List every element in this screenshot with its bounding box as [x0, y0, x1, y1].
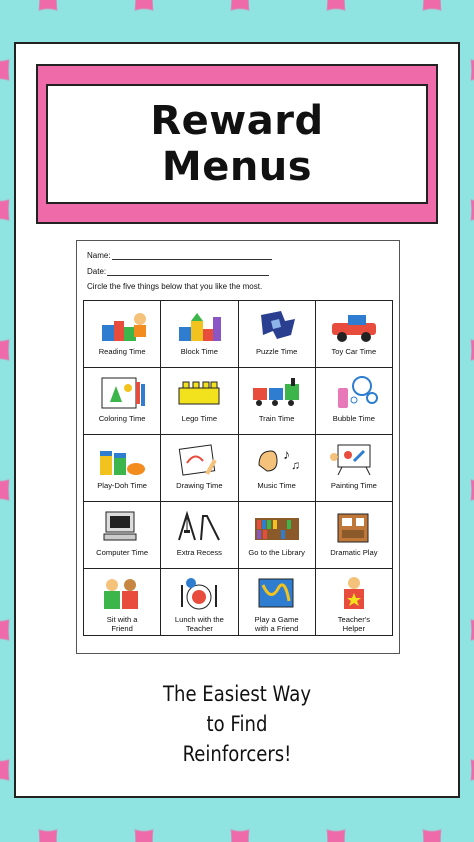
friends-icon: [96, 575, 148, 611]
name-line: [112, 251, 272, 260]
board-game-icon: [251, 575, 303, 611]
books-icon: [96, 307, 148, 343]
reward-cell: [84, 569, 161, 636]
reward-cell-label: Go to the Library: [248, 548, 305, 557]
reward-cell: [316, 569, 393, 636]
reward-cell: [84, 435, 161, 502]
reward-cell-label: Teacher's Helper: [337, 615, 370, 633]
drawing-icon: [173, 441, 225, 477]
reward-cell-label: Computer Time: [96, 548, 149, 557]
reward-cell-label: Lunch with the Teacher: [174, 615, 224, 633]
puzzle-icon: [251, 307, 303, 343]
helper-icon: [328, 575, 380, 611]
reward-cell: [161, 502, 238, 569]
reward-grid: [83, 300, 393, 636]
reward-cell: [239, 435, 316, 502]
reward-cell-label: Music Time: [257, 481, 296, 490]
reward-cell: [84, 301, 161, 368]
instruction-text: Circle the five things below that you like the most.: [87, 282, 263, 291]
name-field: [87, 247, 393, 260]
reward-cell: [316, 368, 393, 435]
title-box: [46, 84, 428, 204]
library-icon: [251, 508, 303, 544]
date-label: Date:: [87, 267, 107, 276]
reward-cell: [316, 301, 393, 368]
title-banner: [36, 64, 438, 224]
reward-cell-label: Lego Time: [181, 414, 218, 423]
reward-cell-label: Painting Time: [330, 481, 377, 490]
pin-card: [14, 42, 460, 798]
reward-cell-label: Puzzle Time: [255, 347, 298, 356]
reward-cell: [239, 301, 316, 368]
coloring-icon: [96, 374, 148, 410]
reward-cell-label: Sit with a Friend: [106, 615, 138, 633]
reward-cell-label: Dramatic Play: [330, 548, 378, 557]
tagline-line-2: to Find: [206, 712, 268, 736]
date-field: [87, 263, 393, 276]
reward-cell-label: Play a Game with a Friend: [254, 615, 299, 633]
reward-cell-label: Reading Time: [98, 347, 146, 356]
reward-cell-label: Drawing Time: [176, 481, 223, 490]
lunch-icon: [173, 575, 225, 611]
computer-icon: [96, 508, 148, 544]
play-doh-icon: [96, 441, 148, 477]
reward-cell-label: Extra Recess: [176, 548, 222, 557]
svg-text:♪: ♪: [282, 446, 290, 462]
reward-cell-label: Bubble Time: [332, 414, 375, 423]
worksheet-preview: [76, 240, 400, 654]
title-line-2: Menus: [161, 144, 313, 190]
title-line-1: Reward: [150, 98, 324, 144]
reward-cell-label: Toy Car Time: [331, 347, 377, 356]
reward-cell: [239, 569, 316, 636]
painting-icon: [328, 441, 380, 477]
tagline-line-1: The Easiest Way: [162, 682, 312, 706]
reward-cell: [239, 502, 316, 569]
blocks-icon: [173, 307, 225, 343]
reward-cell-label: Train Time: [258, 414, 295, 423]
reward-cell-label: Coloring Time: [98, 414, 146, 423]
dramatic-play-icon: [328, 508, 380, 544]
toy-car-icon: [328, 307, 380, 343]
tagline-line-3: Reinforcers!: [182, 742, 292, 766]
bubbles-icon: [328, 374, 380, 410]
svg-text:♫: ♫: [290, 458, 300, 472]
lego-icon: [173, 374, 225, 410]
music-icon: [251, 441, 303, 477]
reward-cell: [316, 435, 393, 502]
reward-cell: [161, 569, 238, 636]
reward-cell: [161, 368, 238, 435]
reward-cell: [239, 368, 316, 435]
reward-cell: [161, 435, 238, 502]
date-line: [107, 267, 269, 276]
reward-cell: [84, 368, 161, 435]
name-label: Name:: [87, 251, 111, 260]
reward-cell: [316, 502, 393, 569]
reward-cell-label: Play-Doh Time: [97, 481, 148, 490]
playground-icon: [173, 508, 225, 544]
reward-cell-label: Block Time: [180, 347, 218, 356]
train-icon: [251, 374, 303, 410]
reward-cell: [161, 301, 238, 368]
reward-cell: [84, 502, 161, 569]
